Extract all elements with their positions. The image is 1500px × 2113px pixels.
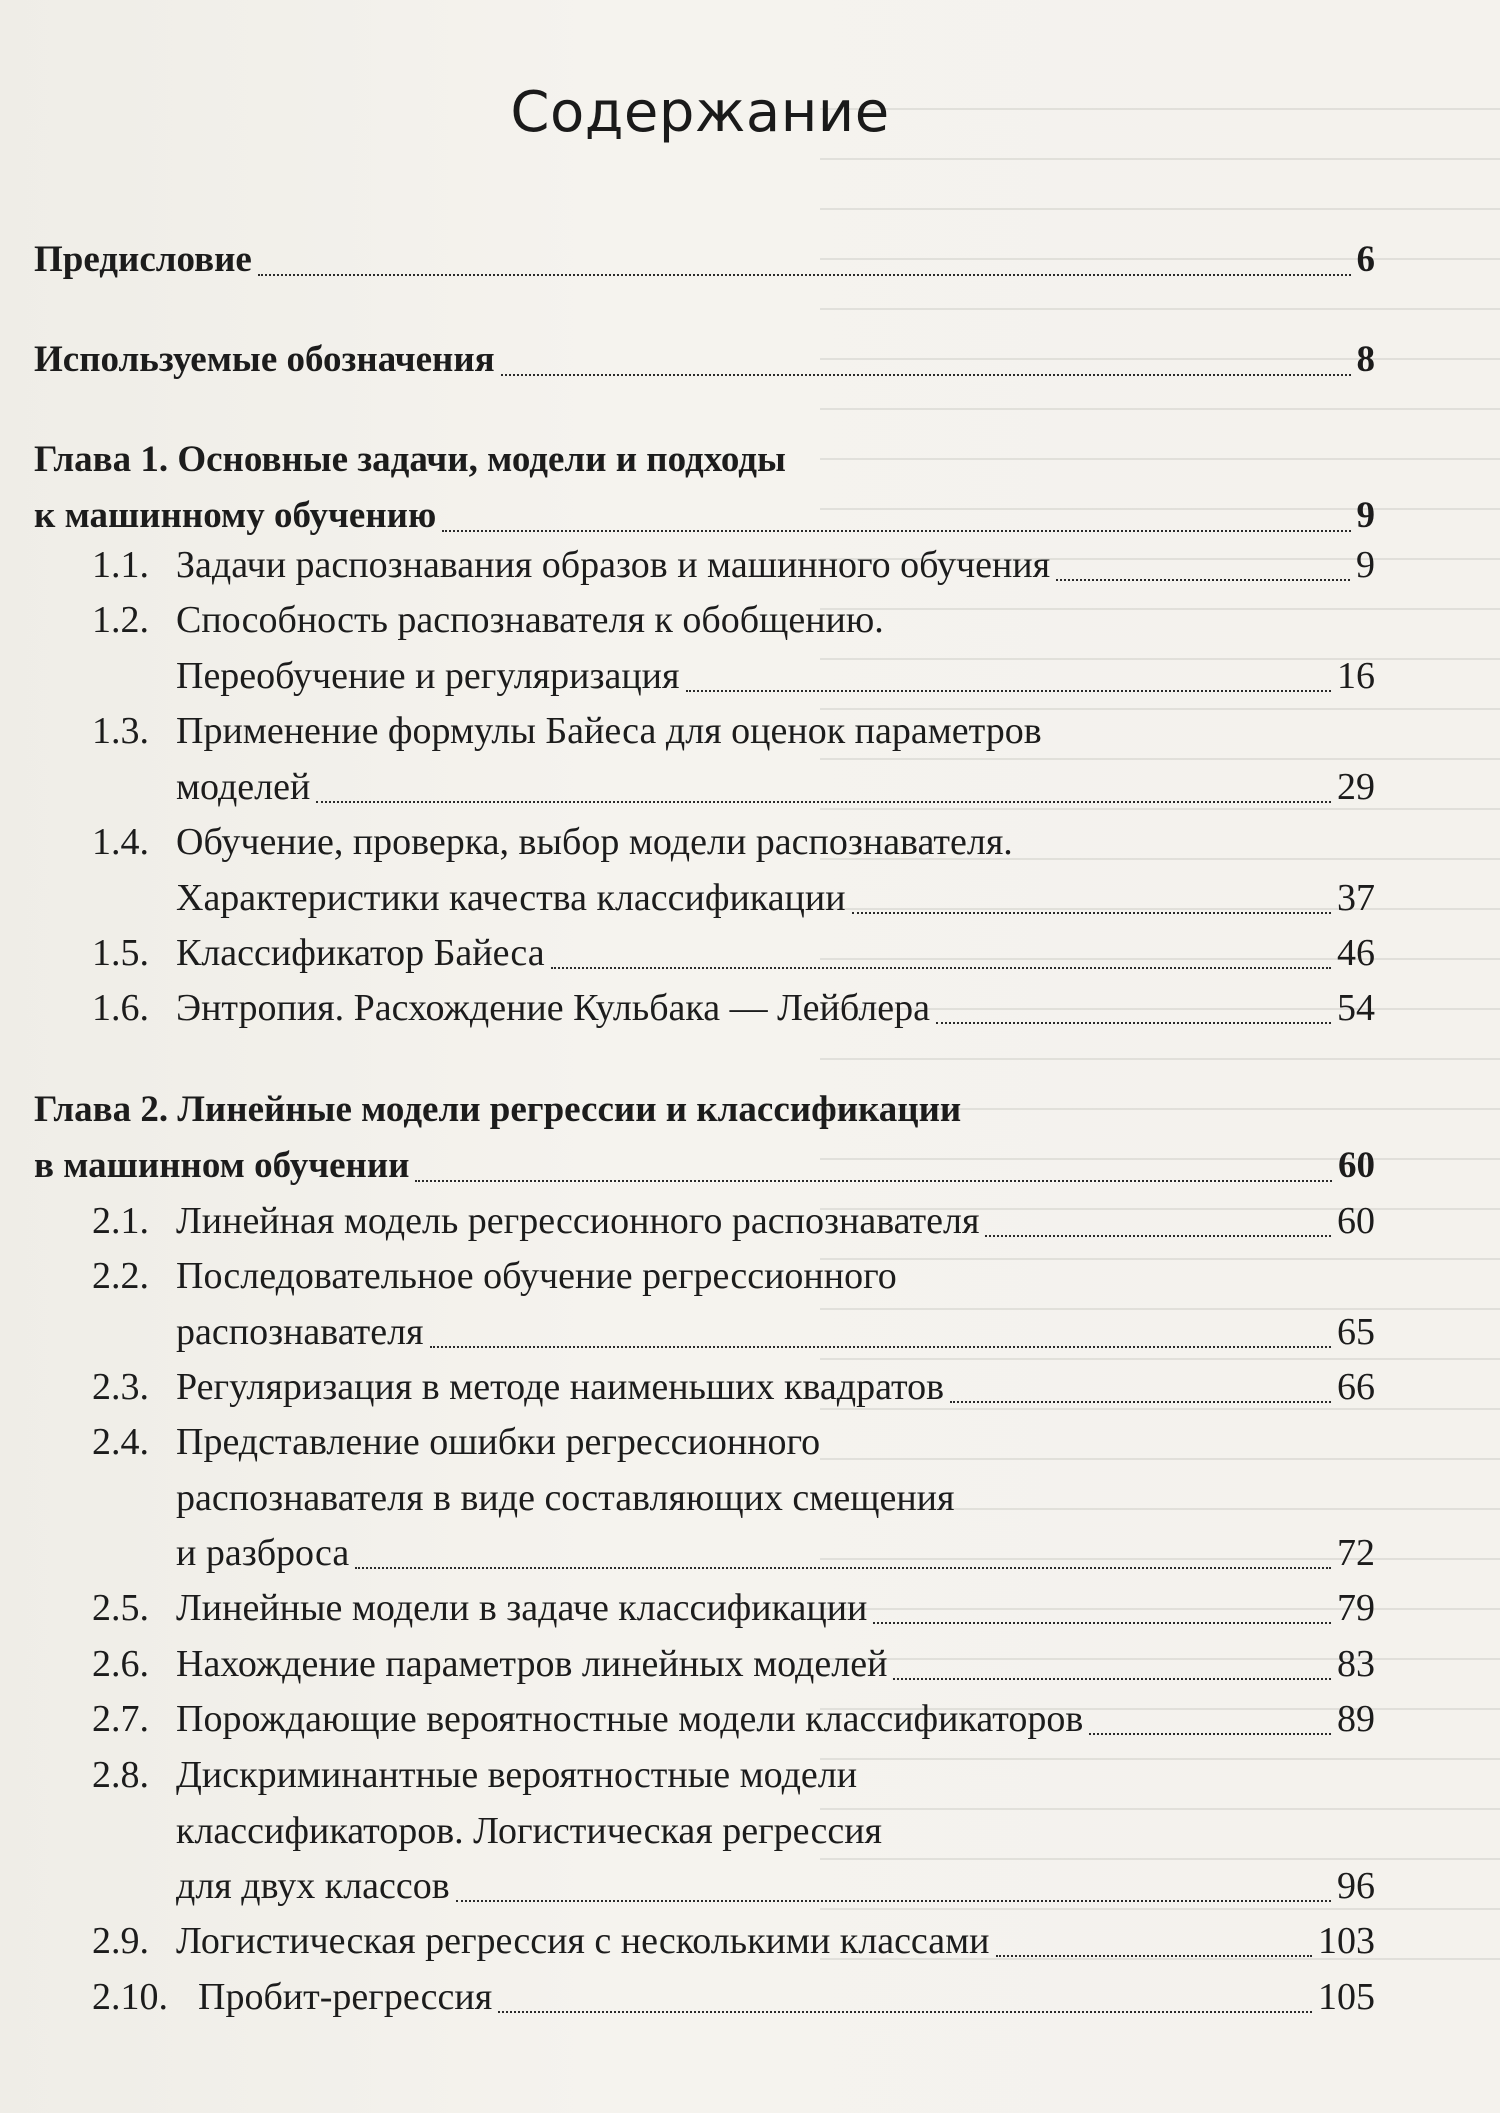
section-number: 2.1.	[92, 1200, 149, 1242]
section-number: 1.1.	[92, 544, 149, 586]
section-title-line: Способность распознавателя к обобщению.	[176, 599, 884, 641]
dot-leader	[686, 690, 1332, 692]
toc-section-entry[interactable]	[176, 759, 1375, 815]
toc-section-entry[interactable]	[176, 537, 1375, 593]
chapter-title-line: Глава 2. Линейные модели регрессии и классификации	[34, 1089, 962, 1130]
section-title: Нахождение параметров линейных моделей	[176, 1643, 888, 1685]
dot-leader	[258, 274, 1351, 276]
toc-section-entry[interactable]	[176, 925, 1375, 981]
section-title-line: классификаторов. Логистическая регрессия	[176, 1809, 883, 1852]
page-number: 29	[1337, 765, 1375, 808]
section-title-line: Дискриминантные вероятностные модели	[176, 1754, 858, 1796]
dot-leader	[316, 801, 1331, 803]
dot-leader	[355, 1567, 1331, 1569]
toc-section-entry[interactable]	[176, 1580, 1375, 1636]
dot-leader	[1089, 1733, 1331, 1735]
page-number: 8	[1356, 339, 1375, 380]
section-title: и разброса	[176, 1532, 350, 1574]
chapter-title: в машинном обучении	[34, 1144, 410, 1186]
section-title: Классификатор Байеса	[176, 932, 545, 974]
chapter-title: к машинному обучению	[34, 494, 437, 536]
page-number: 72	[1337, 1532, 1375, 1574]
page-number: 16	[1337, 654, 1375, 697]
page-number: 103	[1318, 1920, 1375, 1962]
toc-section-entry[interactable]	[198, 1969, 1375, 2025]
section-title: Пробит-регрессия	[198, 1976, 493, 2018]
dot-leader	[415, 1180, 1332, 1182]
section-title: Порождающие вероятностные модели классификаторов	[176, 1698, 1084, 1740]
chapter-title-line: Глава 1. Основные задачи, модели и подходы	[34, 439, 786, 480]
section-title-line: Обучение, проверка, выбор модели распознавателя.	[176, 821, 1013, 863]
section-number: 2.3.	[92, 1366, 149, 1408]
dot-leader	[501, 374, 1351, 376]
page-number: 6	[1356, 239, 1375, 280]
section-title-line: Представление ошибки регрессионного	[176, 1421, 821, 1463]
toc-section-entry[interactable]	[176, 1691, 1375, 1747]
page-number: 60	[1338, 1144, 1375, 1186]
page-number: 9	[1356, 544, 1375, 586]
section-title: Переобучение и регуляризация	[176, 654, 680, 697]
dot-leader	[873, 1622, 1331, 1624]
chapter-title: Используемые обозначения	[34, 339, 495, 380]
toc-section-entry[interactable]	[176, 648, 1375, 704]
page-number: 89	[1337, 1698, 1375, 1740]
section-title: для двух классов	[176, 1865, 450, 1907]
page-number: 37	[1337, 876, 1375, 919]
toc-section-entry[interactable]	[176, 870, 1375, 926]
dot-leader	[1056, 579, 1350, 581]
dot-leader	[456, 1900, 1331, 1902]
section-number: 1.3.	[92, 710, 149, 752]
dot-leader	[950, 1401, 1331, 1403]
toc-section-entry[interactable]	[176, 980, 1375, 1036]
section-number: 2.8.	[92, 1754, 149, 1796]
dot-leader	[442, 530, 1350, 532]
page-number: 60	[1337, 1200, 1375, 1242]
section-title: Характеристики качества классификации	[176, 876, 846, 919]
section-number: 1.5.	[92, 932, 149, 974]
page-number: 9	[1356, 494, 1375, 536]
toc-section-entry[interactable]	[176, 1913, 1375, 1969]
toc-chapter-entry[interactable]	[34, 488, 1375, 544]
toc-section-entry[interactable]	[176, 1193, 1375, 1249]
section-number: 1.6.	[92, 987, 149, 1029]
toc-section-entry[interactable]	[176, 1304, 1375, 1360]
page-number: 46	[1337, 932, 1375, 974]
section-title: моделей	[176, 765, 311, 808]
section-number: 1.2.	[92, 599, 149, 641]
section-number: 2.10.	[92, 1976, 168, 2018]
toc-section-entry[interactable]	[176, 1359, 1375, 1415]
page-number: 96	[1337, 1865, 1375, 1907]
dot-leader	[985, 1235, 1331, 1237]
page-number: 66	[1337, 1366, 1375, 1408]
section-title-line: Последовательное обучение регрессионного	[176, 1255, 897, 1297]
section-number: 2.4.	[92, 1421, 149, 1463]
page-number: 83	[1337, 1643, 1375, 1685]
toc-section-entry[interactable]	[176, 1636, 1375, 1692]
dot-leader	[936, 1022, 1331, 1024]
dot-leader	[498, 2011, 1312, 2013]
dot-leader	[852, 912, 1331, 914]
dot-leader	[551, 967, 1331, 969]
toc-chapter-entry[interactable]	[34, 332, 1375, 388]
section-number: 2.7.	[92, 1698, 149, 1740]
dot-leader	[996, 1955, 1312, 1957]
section-number: 2.9.	[92, 1920, 149, 1962]
dot-leader	[893, 1678, 1331, 1680]
page-number: 65	[1337, 1310, 1375, 1353]
toc-chapter-entry[interactable]	[34, 232, 1375, 288]
page-title: Содержание	[510, 80, 890, 145]
page-number: 105	[1318, 1976, 1375, 2018]
section-title: Логистическая регрессия с несколькими классами	[176, 1920, 990, 1962]
toc-chapter-entry[interactable]	[34, 1138, 1375, 1194]
section-title: Энтропия. Расхождение Кульбака — Лейблера	[176, 987, 930, 1029]
section-title-line: Применение формулы Байеса для оценок параметров	[176, 710, 1042, 752]
toc-section-entry[interactable]	[176, 1858, 1375, 1914]
section-title: Линейные модели в задаче классификации	[176, 1587, 868, 1629]
section-number: 1.4.	[92, 821, 149, 863]
page-number: 79	[1337, 1587, 1375, 1629]
chapter-title: Предисловие	[34, 239, 252, 280]
section-number: 2.5.	[92, 1587, 149, 1629]
dot-leader	[430, 1346, 1331, 1348]
section-number: 2.2.	[92, 1255, 149, 1297]
toc-section-entry[interactable]	[176, 1525, 1375, 1581]
section-title: Регуляризация в методе наименьших квадратов	[176, 1366, 945, 1408]
section-title: распознавателя	[176, 1310, 424, 1353]
section-title: Задачи распознавания образов и машинного обучения	[176, 544, 1051, 586]
page-number: 54	[1337, 987, 1375, 1029]
section-title: Линейная модель регрессионного распознавателя	[176, 1200, 980, 1242]
section-title-line: распознавателя в виде составляющих смещения	[176, 1476, 955, 1519]
section-number: 2.6.	[92, 1643, 149, 1685]
